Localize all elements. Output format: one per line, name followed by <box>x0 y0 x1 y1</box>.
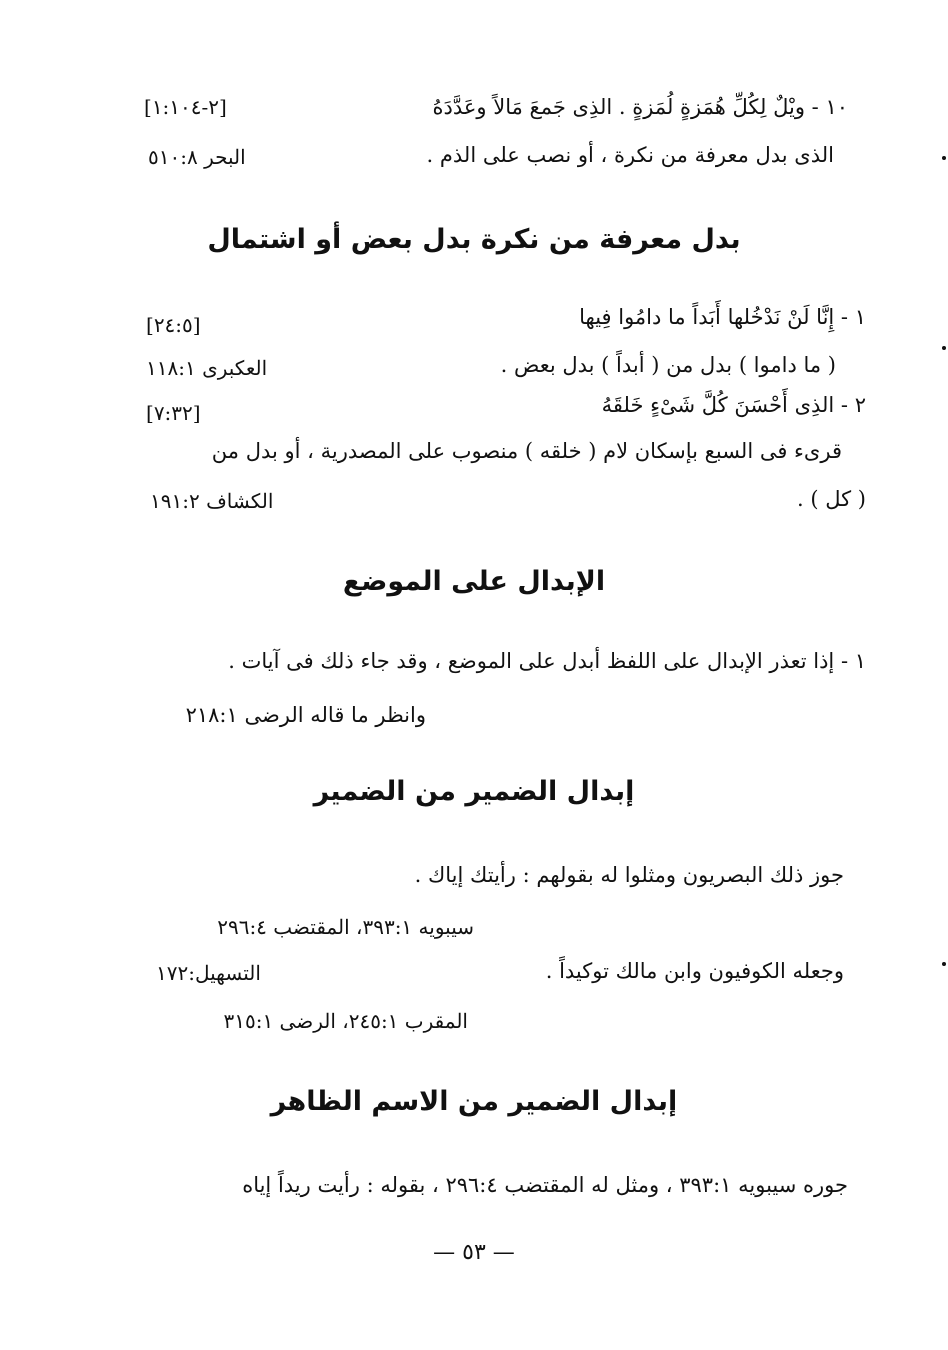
verse-1-note-reference: العكبرى ١١٨:١ <box>146 356 268 380</box>
scan-speck <box>942 346 946 350</box>
scan-speck <box>942 156 946 160</box>
section-3-reference-3: المقرب ٢٤٥:١، الرضى ٣١٥:١ <box>223 1009 468 1033</box>
section-heading-damir-min-damir: إبدال الضمير من الضمير <box>313 776 635 807</box>
verse-2: ٢ - الذِى أَحْسَنَ كُلَّ شَىْءٍ خَلقَهُ <box>601 393 866 417</box>
verse-2-reference: [٧:٣٢] <box>146 401 201 425</box>
section-3-reference-1: سيبويه ٣٩٣:١، المقتضب ٢٩٦:٤ <box>217 915 474 939</box>
verse-2-note-line-1: قرىء فى السبع بإسكان لام ( خلقه ) منصوب على المصدرية ، أو بدل من <box>211 439 842 463</box>
verse-2-note-line-2: ( كل ) . <box>797 487 866 511</box>
section-3-line-1: جوز ذلك البصريون ومثلوا له بقولهم : رأيتك إياك . <box>414 863 844 887</box>
verse-2-note-reference: الكشاف ١٩١:٢ <box>150 489 274 513</box>
section-3-line-2: وجعله الكوفيون وابن مالك توكيداً . <box>545 959 844 983</box>
section-2-line-2: وانظر ما قاله الرضى ٢١٨:١ <box>185 703 426 727</box>
verse-1: ١ - إِنَّا لَنْ نَدْخُلها أَبَداً ما دامُوا فِيها <box>579 305 866 329</box>
verse-10-note: الذى بدل معرفة من نكرة ، أو نصب على الذم . <box>426 143 834 167</box>
verse-10: ١٠ - ويْلٌ لِكُلِّ هُمَزةٍ لُمَزةٍ . الذِى جَمعَ مَالاً وعَدَّدَهُ <box>432 95 848 119</box>
page-number: — ٥٣ — <box>433 1240 515 1265</box>
section-2-line-1: ١ - إذا تعذر الإبدال على اللفظ أبدل على الموضع ، وقد جاء ذلك فى آيات . <box>228 649 866 673</box>
verse-1-note: ( ما داموا ) بدل من ( أبداً ) بدل بعض . <box>500 353 836 377</box>
scan-speck <box>942 962 946 966</box>
verse-1-reference: [٢٤:٥] <box>146 313 201 337</box>
section-heading-damir-min-ism-zahir: إبدال الضمير من الاسم الظاهر <box>270 1086 678 1117</box>
verse-10-note-reference: البحر ٥١٠:٨ <box>148 145 246 169</box>
section-3-reference-2: التسهيل:١٧٢ <box>156 961 261 985</box>
section-heading-badal-marifa: بدل معرفة من نكرة بدل بعض أو اشتمال <box>207 224 741 255</box>
section-4-line-1: جوره سيبويه ٣٩٣:١ ، ومثل له المقتضب ٢٩٦:٤ ، بقوله : رأيت ريداً إياه <box>242 1173 848 1197</box>
verse-10-reference: [٢-١:١٠٤] <box>144 95 227 119</box>
section-heading-ibdal-mawdi: الإبدال على الموضع <box>342 566 606 597</box>
